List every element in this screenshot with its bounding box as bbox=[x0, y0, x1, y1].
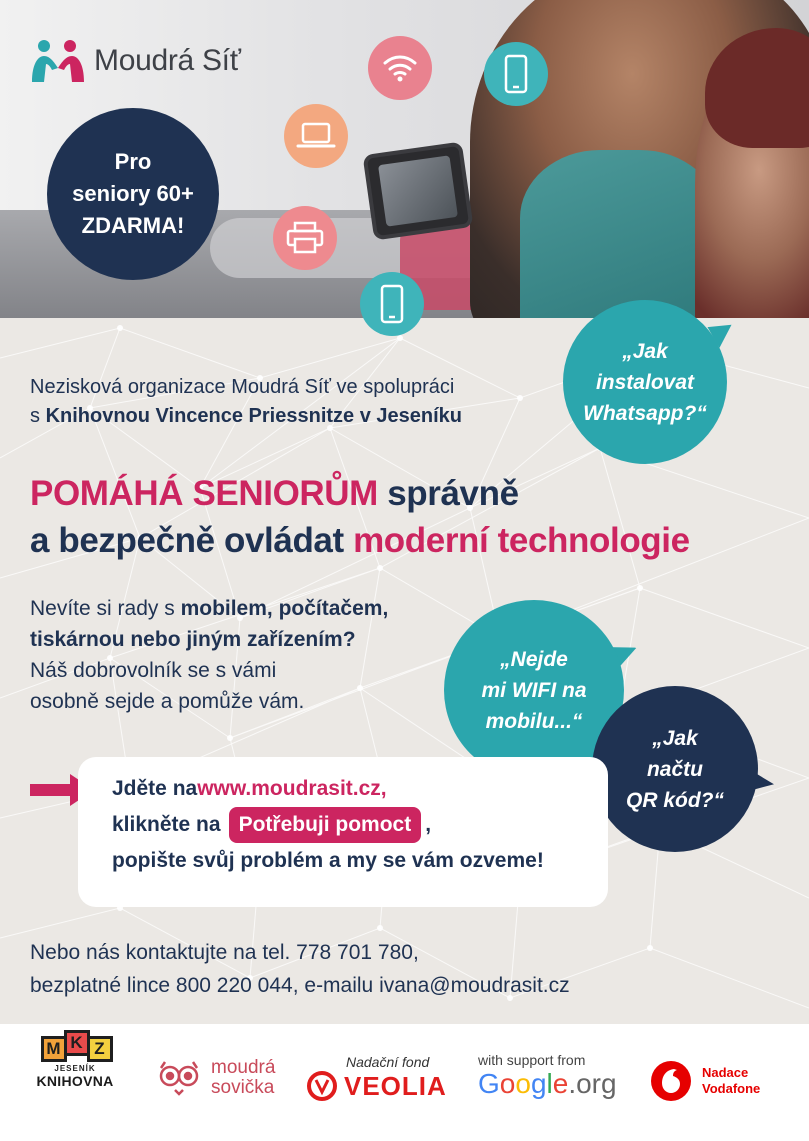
bubble-line: načtu bbox=[646, 757, 703, 781]
smartphone-icon bbox=[484, 42, 548, 106]
bubble-line: Whatsapp?“ bbox=[583, 401, 707, 425]
need-help-button[interactable]: Potřebuji pomoct bbox=[229, 807, 422, 843]
website-link[interactable]: www.moudrasit.cz, bbox=[197, 777, 387, 800]
badge-line-3: ZDARMA! bbox=[81, 213, 185, 238]
printer-icon bbox=[273, 206, 337, 270]
google-org-logo: with support from Google.org bbox=[478, 1052, 617, 1099]
contact-phone: Nebo nás kontaktujte na tel. 778 701 780, bbox=[30, 941, 419, 964]
logo-people-icon bbox=[30, 38, 86, 84]
mkz-library-logo: M K Z JESENÍK KNIHOVNA bbox=[30, 1036, 120, 1089]
intro-line-1: Nezisková organizace Moudrá Síť ve spolupráci bbox=[30, 376, 455, 398]
vodafone-icon bbox=[650, 1060, 692, 1102]
moudra-sit-logo bbox=[30, 38, 241, 84]
vodafone-foundation-logo: Nadace Vodafone bbox=[650, 1060, 760, 1102]
veolia-foundation-logo: Nadační fond VEOLIA bbox=[306, 1054, 447, 1102]
bubble-line: „Nejde bbox=[500, 647, 568, 671]
owl-icon bbox=[155, 1058, 203, 1098]
speech-bubble-qr bbox=[592, 686, 758, 852]
bubble-line: „Jak bbox=[622, 339, 668, 363]
bubble-line: mi WIFI na bbox=[481, 678, 587, 702]
contact-hotline-email: bezplatné lince 800 220 044, e-mailu ivana@moudrasit.cz bbox=[30, 974, 570, 997]
sponsors-footer bbox=[0, 1024, 809, 1141]
headline-line-2: a bezpečně ovládat moderní technologie bbox=[30, 521, 690, 560]
free-for-seniors-badge bbox=[47, 108, 219, 280]
intro-line-2: s Knihovnou Vincence Priessnitze v Jeseníku bbox=[30, 405, 463, 427]
body-text: Nevíte si rady s mobilem, počítačem, tiskárnou nebo jiným zařízením? Náš dobrovolník se s vámi osobně sejde a pomůže vám. bbox=[30, 597, 389, 713]
speech-bubble-whatsapp bbox=[563, 300, 727, 464]
call-to-action-card: Jděte na www.moudrasit.cz, klikněte na Potřebuji pomoct , popište svůj problém a my se vám ozveme! bbox=[78, 757, 608, 907]
bubble-line: „Jak bbox=[652, 726, 698, 750]
logo-text: Moudrá Síť bbox=[94, 44, 241, 77]
wifi-icon bbox=[368, 36, 432, 100]
laptop-icon bbox=[284, 104, 348, 168]
phone-in-hand bbox=[363, 141, 474, 240]
contact-info bbox=[30, 936, 570, 1002]
badge-line-1: Pro bbox=[114, 149, 152, 174]
smartphone-icon bbox=[360, 272, 424, 336]
bubble-line: instalovat bbox=[595, 370, 694, 394]
bubble-line: mobilu...“ bbox=[485, 709, 583, 733]
veolia-icon bbox=[306, 1070, 338, 1102]
headline-line-1: POMÁHÁ SENIORŮM správně bbox=[30, 474, 519, 513]
library-name: Knihovnou Vincence Priessnitze v Jeseníku bbox=[45, 405, 463, 427]
intro-text bbox=[30, 373, 462, 431]
badge-line-2: seniory 60+ bbox=[72, 181, 194, 206]
bubble-line: QR kód?“ bbox=[626, 788, 724, 812]
headline bbox=[30, 470, 690, 564]
moudra-sovicka-logo: moudrá sovička bbox=[155, 1058, 275, 1098]
